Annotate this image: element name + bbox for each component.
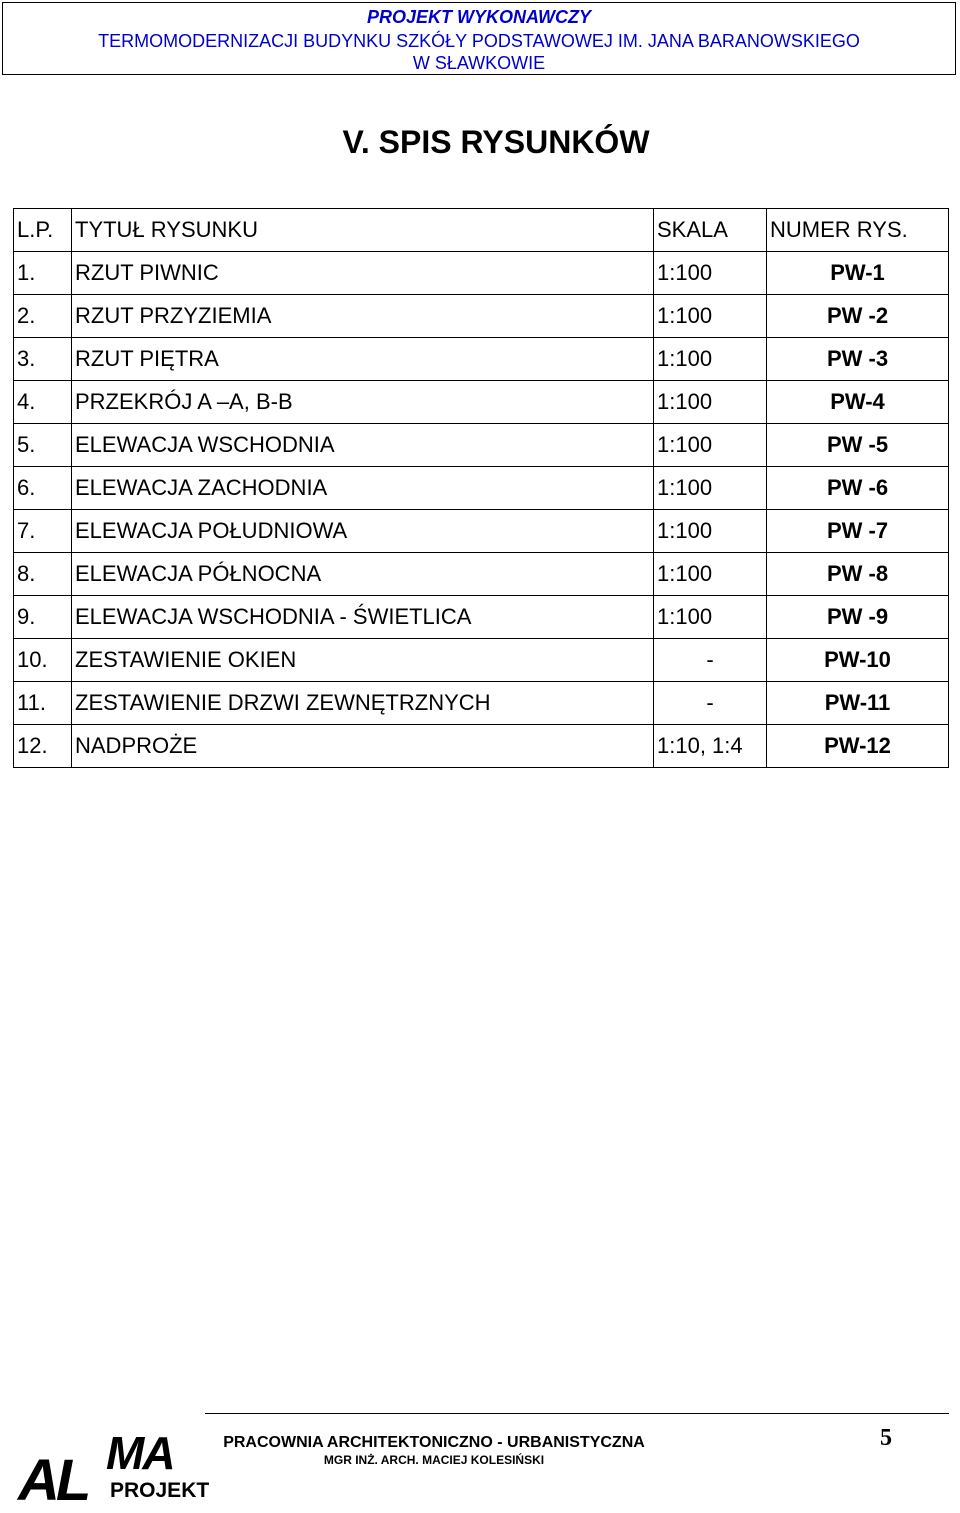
row-number: 12. xyxy=(14,725,72,768)
row-scale: - xyxy=(654,639,767,682)
document-header xyxy=(2,2,956,75)
row-title: ELEWACJA WSCHODNIA xyxy=(72,424,654,467)
row-title: ELEWACJA ZACHODNIA xyxy=(72,467,654,510)
row-number: 10. xyxy=(14,639,72,682)
table-row xyxy=(14,424,949,467)
row-drawing-number: PW-10 xyxy=(767,639,949,682)
table-row xyxy=(14,252,949,295)
row-drawing-number: PW -9 xyxy=(767,596,949,639)
table-row xyxy=(14,295,949,338)
row-scale: 1:100 xyxy=(654,338,767,381)
alma-projekt-logo xyxy=(18,1427,210,1513)
table-row xyxy=(14,381,949,424)
row-drawing-number: PW -2 xyxy=(767,295,949,338)
row-scale: 1:100 xyxy=(654,596,767,639)
row-title: PRZEKRÓJ A –A, B-B xyxy=(72,381,654,424)
row-number: 7. xyxy=(14,510,72,553)
table-row xyxy=(14,467,949,510)
row-drawing-number: PW-4 xyxy=(767,381,949,424)
row-scale: - xyxy=(654,682,767,725)
row-number: 4. xyxy=(14,381,72,424)
row-number: 9. xyxy=(14,596,72,639)
table-row xyxy=(14,682,949,725)
row-scale: 1:100 xyxy=(654,381,767,424)
row-drawing-number: PW-11 xyxy=(767,682,949,725)
row-drawing-number: PW -6 xyxy=(767,467,949,510)
row-drawing-number: PW-12 xyxy=(767,725,949,768)
table-row xyxy=(14,596,949,639)
logo-ma-text: MA xyxy=(106,1427,174,1479)
table-row xyxy=(14,725,949,768)
row-title: NADPROŻE xyxy=(72,725,654,768)
row-title: ELEWACJA WSCHODNIA - ŚWIETLICA xyxy=(72,596,654,639)
logo-al-text: AL xyxy=(18,1448,88,1513)
page-number: 5 xyxy=(880,1425,892,1451)
studio-name: PRACOWNIA ARCHITEKTONICZNO - URBANISTYCZNA xyxy=(223,1434,645,1451)
column-header-title: TYTUŁ RYSUNKU xyxy=(72,209,654,252)
row-drawing-number: PW-1 xyxy=(767,252,949,295)
row-scale: 1:100 xyxy=(654,252,767,295)
row-scale: 1:100 xyxy=(654,510,767,553)
header-project-location: W SŁAWKOWIE xyxy=(412,53,546,73)
row-scale: 1:100 xyxy=(654,295,767,338)
row-number: 6. xyxy=(14,467,72,510)
column-header-number: NUMER RYS. xyxy=(767,209,949,252)
row-number: 8. xyxy=(14,553,72,596)
section-title: V. SPIS RYSUNKÓW xyxy=(342,124,650,160)
row-number: 5. xyxy=(14,424,72,467)
row-title: ELEWACJA PÓŁNOCNA xyxy=(72,553,654,596)
table-row xyxy=(14,639,949,682)
row-title: RZUT PIWNIC xyxy=(72,252,654,295)
row-scale: 1:100 xyxy=(654,467,767,510)
studio-info xyxy=(204,1433,664,1467)
header-project-title: TERMOMODERNIZACJI BUDYNKU SZKÓŁY PODSTAWOWEJ IM. JANA BARANOWSKIEGO xyxy=(98,31,860,51)
architect-name: MGR INŻ. ARCH. MACIEJ KOLESIŃSKI xyxy=(323,1453,545,1467)
row-drawing-number: PW -7 xyxy=(767,510,949,553)
logo-projekt-text: PROJEKT xyxy=(110,1479,210,1502)
row-scale: 1:100 xyxy=(654,424,767,467)
table-row xyxy=(14,510,949,553)
row-number: 3. xyxy=(14,338,72,381)
header-project-type: PROJEKT WYKONAWCZY xyxy=(366,7,591,27)
row-drawing-number: PW -5 xyxy=(767,424,949,467)
row-title: ELEWACJA POŁUDNIOWA xyxy=(72,510,654,553)
row-title: RZUT PRZYZIEMIA xyxy=(72,295,654,338)
row-title: ZESTAWIENIE DRZWI ZEWNĘTRZNYCH xyxy=(72,682,654,725)
row-scale: 1:10, 1:4 xyxy=(654,725,767,768)
row-number: 1. xyxy=(14,252,72,295)
row-drawing-number: PW -3 xyxy=(767,338,949,381)
column-header-scale: SKALA xyxy=(654,209,767,252)
row-number: 2. xyxy=(14,295,72,338)
row-drawing-number: PW -8 xyxy=(767,553,949,596)
footer-divider xyxy=(205,1413,949,1414)
table-row xyxy=(14,338,949,381)
table-row xyxy=(14,553,949,596)
column-header-lp: L.P. xyxy=(14,209,72,252)
drawings-table xyxy=(13,208,949,768)
row-title: ZESTAWIENIE OKIEN xyxy=(72,639,654,682)
row-scale: 1:100 xyxy=(654,553,767,596)
row-title: RZUT PIĘTRA xyxy=(72,338,654,381)
row-number: 11. xyxy=(14,682,72,725)
table-header-row xyxy=(14,209,949,252)
